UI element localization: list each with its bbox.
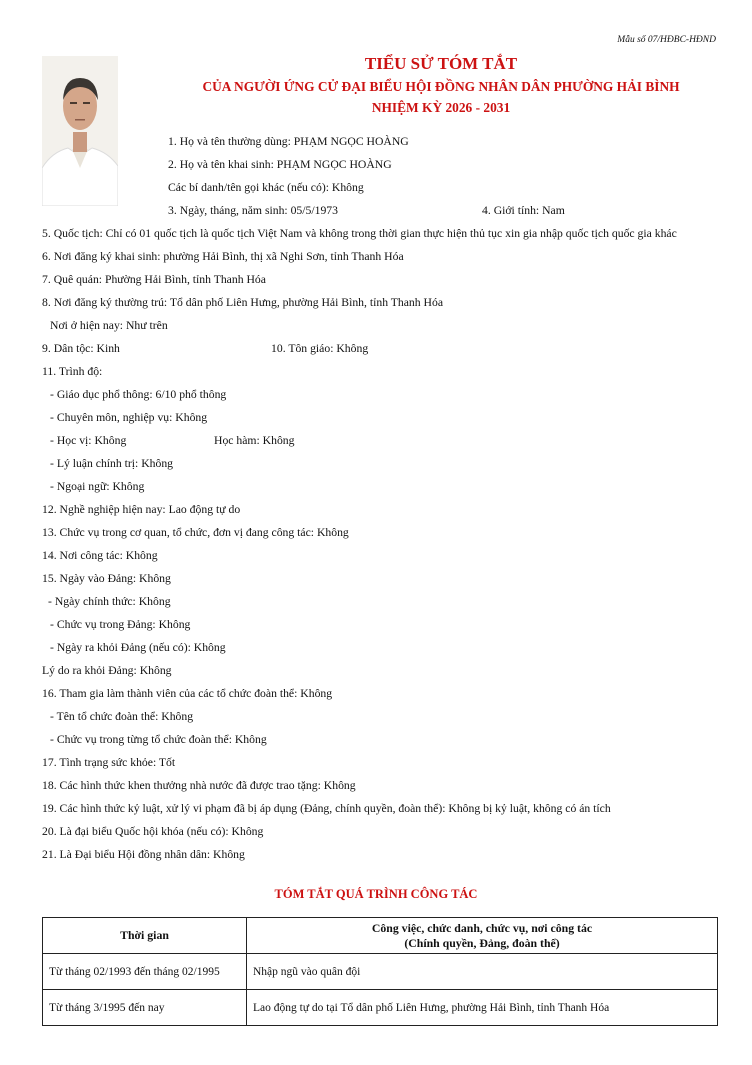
field-workplace: 14. Nơi công tác: Không — [42, 549, 158, 562]
portrait-photo — [42, 56, 118, 206]
work-history-table — [42, 917, 718, 1026]
field-religion: 10. Tôn giáo: Không — [271, 342, 369, 355]
table-row — [43, 990, 718, 1026]
field-permanent-residence: 8. Nơi đăng ký thường trú: Tổ dân phố Liên Hưng, phường Hải Bình, tỉnh Thanh Hóa — [42, 296, 444, 309]
field-peoples-council: 21. Là Đại biểu Hội đồng nhân dân: Không — [42, 848, 245, 861]
field-alias: Các bí danh/tên gọi khác (nếu có): Không — [168, 181, 364, 194]
field-discipline: 19. Các hình thức kỷ luật, xử lý vi phạm đã bị áp dụng (Đảng, chính quyền, đoàn thể): Không bị kỷ luật, không có án tích — [42, 802, 611, 815]
field-health: 17. Tình trạng sức khỏe: Tốt — [42, 756, 176, 769]
field-education-heading: 11. Trình độ: — [42, 365, 103, 378]
field-national-assembly: 20. Là đại biểu Quốc hội khóa (nếu có): Không — [42, 825, 264, 838]
field-foreign-language: - Ngoại ngữ: Không — [50, 480, 145, 493]
field-party-leave-date: - Ngày ra khỏi Đảng (nếu có): Không — [50, 641, 226, 654]
field-party-join-date: 15. Ngày vào Đảng: Không — [42, 572, 171, 585]
field-organization-position: - Chức vụ trong từng tổ chức đoàn thể: Không — [50, 733, 267, 746]
column-header-description-line2: (Chính quyền, Đảng, đoàn thể) — [404, 935, 560, 950]
field-party-position: - Chức vụ trong Đảng: Không — [50, 618, 191, 631]
field-position: 13. Chức vụ trong cơ quan, tổ chức, đơn vị đang công tác: Không — [42, 526, 349, 539]
field-ethnicity: 9. Dân tộc: Kinh — [42, 342, 120, 355]
field-current-residence: Nơi ở hiện nay: Như trên — [50, 319, 168, 332]
field-common-name: 1. Họ và tên thường dùng: PHẠM NGỌC HOÀNG — [168, 135, 409, 148]
field-birth-registration: 6. Nơi đăng ký khai sinh: phường Hải Bình, thị xã Nghi Sơn, tỉnh Thanh Hóa — [42, 250, 404, 263]
row-description: Nhập ngũ vào quân đội — [247, 954, 718, 990]
form-code: Mẫu số 07/HĐBC-HĐND — [617, 35, 716, 45]
field-hometown: 7. Quê quán: Phường Hải Bình, tỉnh Thanh Hóa — [42, 273, 266, 286]
table-row — [43, 954, 718, 990]
row-time: Từ tháng 3/1995 đến nay — [43, 990, 247, 1026]
field-awards: 18. Các hình thức khen thưởng nhà nước đã được trao tặng: Không — [42, 779, 356, 792]
field-specialization: - Chuyên môn, nghiệp vụ: Không — [50, 411, 208, 424]
field-gender: 4. Giới tính: Nam — [482, 204, 565, 217]
field-occupation: 12. Nghề nghiệp hiện nay: Lao động tự do — [42, 503, 241, 516]
column-header-time: Thời gian — [43, 918, 247, 954]
work-history-title: TÓM TẮT QUÁ TRÌNH CÔNG TÁC — [274, 887, 478, 901]
document-term: NHIỆM KỲ 2026 - 2031 — [371, 100, 511, 115]
table-header-row — [43, 918, 718, 954]
document-subtitle: CỦA NGƯỜI ỨNG CỬ ĐẠI BIỂU HỘI ĐỒNG NHÂN DÂN PHƯỜNG HẢI BÌNH — [202, 79, 680, 94]
field-degree: - Học vị: Không — [50, 434, 127, 447]
field-organizations: 16. Tham gia làm thành viên của các tổ chức đoàn thể: Không — [42, 687, 333, 700]
column-header-description-line1: Công việc, chức danh, chức vụ, nơi công tác — [371, 920, 593, 935]
column-header-description — [247, 918, 718, 954]
field-party-official-date: - Ngày chính thức: Không — [48, 595, 171, 608]
field-academic-title: Học hàm: Không — [214, 434, 295, 447]
row-time: Từ tháng 02/1993 đến tháng 02/1995 — [43, 954, 247, 990]
field-nationality: 5. Quốc tịch: Chỉ có 01 quốc tịch là quốc tịch Việt Nam và không trong thời gian thực hiện thủ tục xin gia nhập quốc tịch quốc gia khác — [42, 227, 677, 240]
field-political-theory: - Lý luận chính trị: Không — [50, 457, 174, 470]
document-title: TIỂU SỬ TÓM TẮT — [364, 54, 518, 73]
row-description: Lao động tự do tại Tổ dân phố Liên Hưng, phường Hải Bình, tỉnh Thanh Hóa — [247, 990, 718, 1026]
field-general-education: - Giáo dục phổ thông: 6/10 phổ thông — [50, 388, 227, 401]
field-party-leave-reason: Lý do ra khỏi Đảng: Không — [42, 664, 172, 677]
field-birthdate: 3. Ngày, tháng, năm sinh: 05/5/1973 — [168, 204, 338, 217]
field-organization-name: - Tên tổ chức đoàn thể: Không — [50, 710, 194, 723]
field-birth-name: 2. Họ và tên khai sinh: PHẠM NGỌC HOÀNG — [168, 158, 392, 171]
